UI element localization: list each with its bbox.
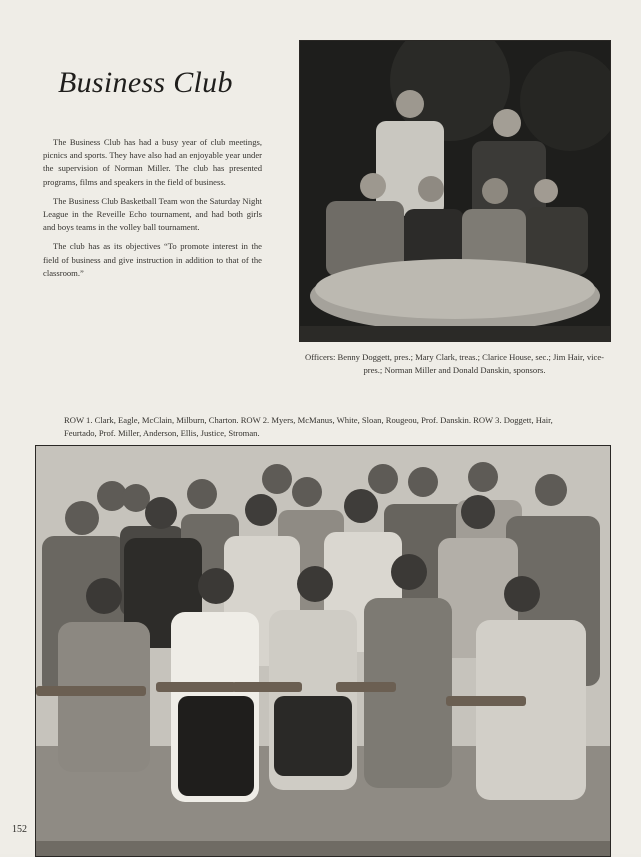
page-title: Business Club [58,66,233,99]
officers-photo [299,40,611,342]
description-paragraph: The Business Club Basketball Team won the Saturday Night League in the Reveille Echo tournament, and had both girls and boys teams in the volley ball tournament. [43,195,262,233]
page-number: 152 [12,824,27,835]
officers-caption: Officers: Benny Doggett, pres.; Mary Clark, treas.; Clarice House, sec.; Jim Hair, vice-pres.; Norman Miller and Donald Danskin, sponsors. [305,352,604,375]
club-description [43,136,262,286]
description-paragraph: The club has as its objectives “To promote interest in the field of business and give instruction in addition to that of the classroom.” [43,241,262,278]
description-paragraph: The Business Club has had a busy year of club meetings, picnics and sports. They have also had an enjoyable year under the supervision of Norman Miller. The club has presented programs, films and speakers in the field of business. [43,137,262,187]
group-photo-caption: ROW 1. Clark, Eagle, McClain, Milburn, Charton. ROW 2. Myers, McManus, White, Sloan, Rougeou, Prof. Danskin. ROW 3. Doggett, Hair, Feurtado, Prof. Miller, Anderson, Ellis, Justice, Stroman. [64,415,553,438]
group-photo [35,445,611,857]
